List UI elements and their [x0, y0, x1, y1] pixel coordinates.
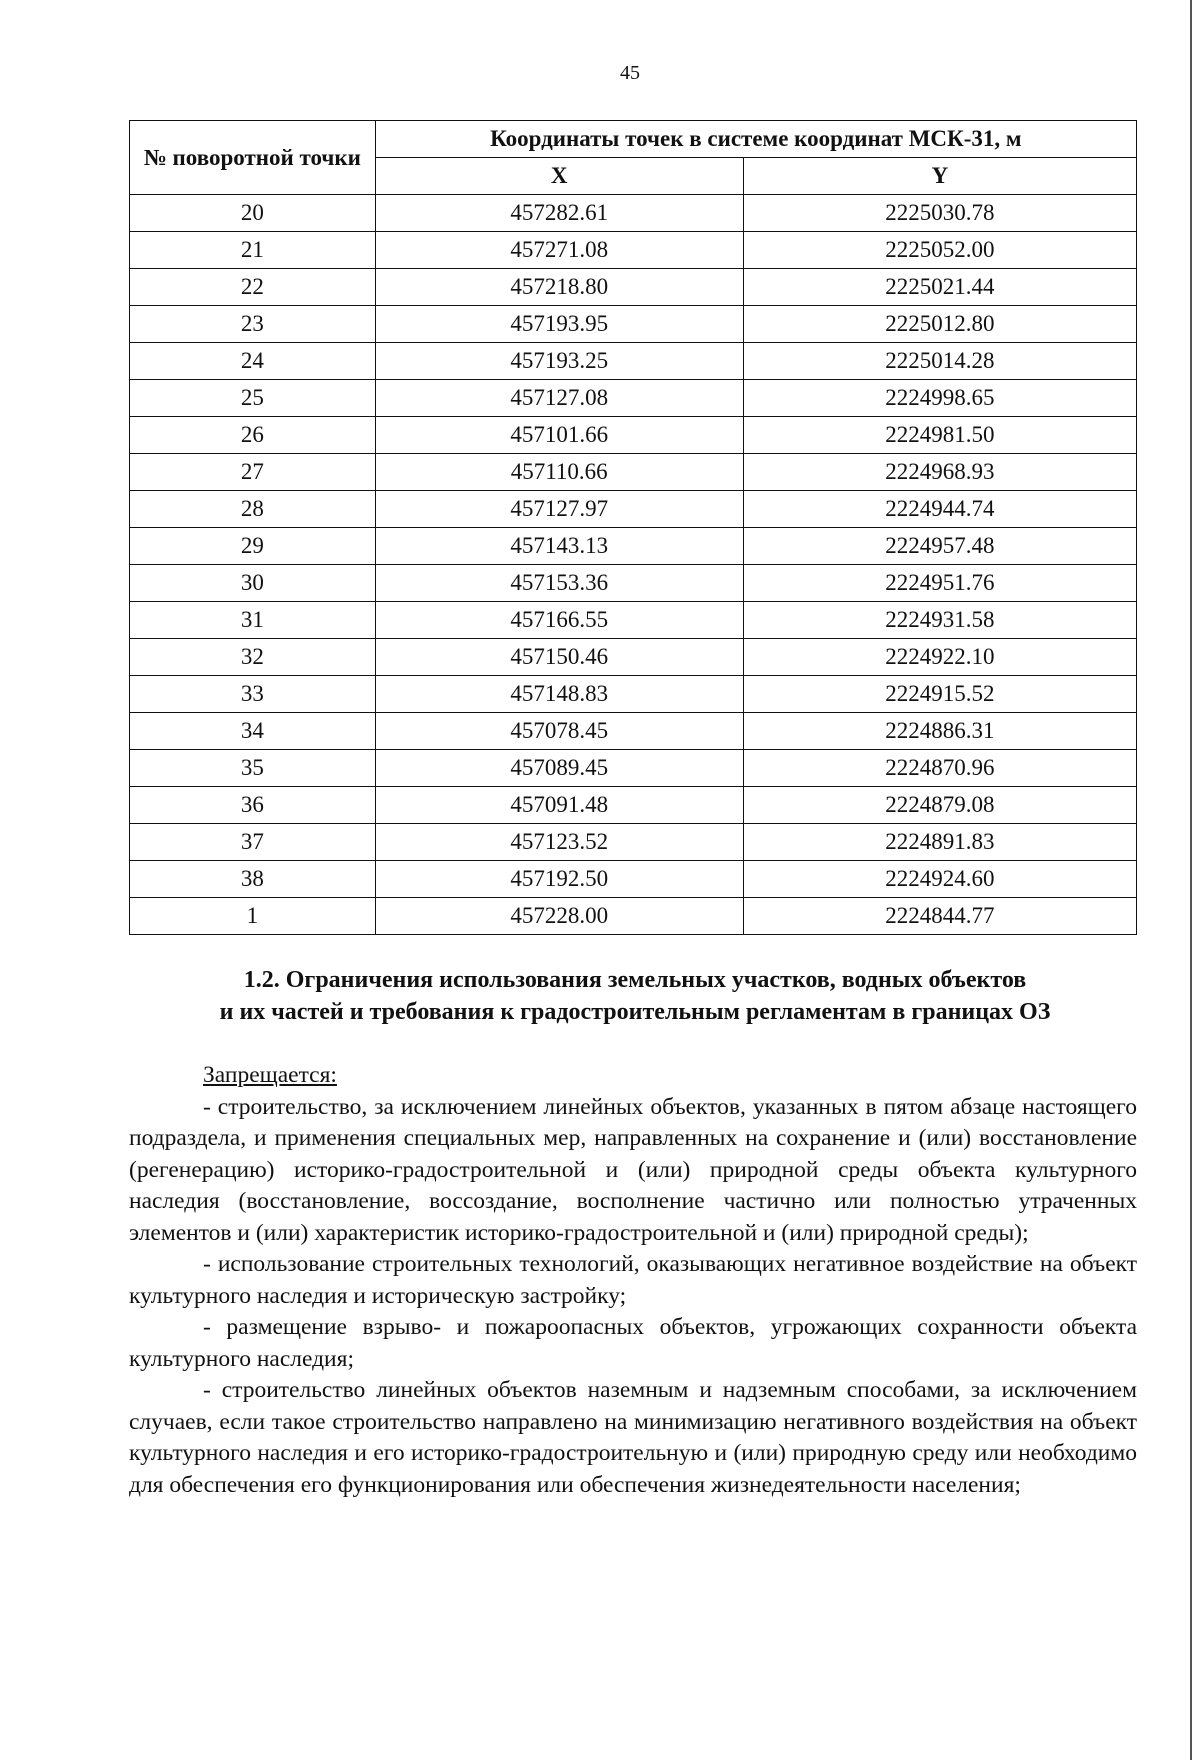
page-number: 45 — [620, 62, 640, 84]
cell-point: 1 — [130, 898, 376, 935]
cell-x: 457166.55 — [375, 602, 743, 639]
cell-x: 457143.13 — [375, 528, 743, 565]
cell-y: 2225030.78 — [743, 195, 1136, 232]
scan-edge — [1190, 0, 1192, 1760]
cell-y: 2224886.31 — [743, 713, 1136, 750]
cell-y: 2224951.76 — [743, 565, 1136, 602]
cell-x: 457123.52 — [375, 824, 743, 861]
cell-y: 2225021.44 — [743, 269, 1136, 306]
prohibition-item-4: - строительство линейных объектов наземным и надземным способами, за исключением случаев, если такое строительство направлено на минимизацию негативного воздействия на объект культурного наследия и его историко-градостроительную и (или) природную среду или необходимо для обеспечения его функционирования или обеспечения жизнедеятельности населения; — [129, 1377, 1137, 1498]
cell-point: 23 — [130, 306, 376, 343]
table-row — [130, 861, 1137, 898]
cell-y: 2224924.60 — [743, 861, 1136, 898]
cell-y: 2224891.83 — [743, 824, 1136, 861]
cell-y: 2224915.52 — [743, 676, 1136, 713]
table-row — [130, 713, 1137, 750]
cell-x: 457078.45 — [375, 713, 743, 750]
prohibition-item-2: - использование строительных технологий, оказывающих негативное воздействие на объект культурного наследия и историческую застройку; — [129, 1251, 1137, 1309]
cell-point: 38 — [130, 861, 376, 898]
cell-x: 457193.95 — [375, 306, 743, 343]
cell-point: 30 — [130, 565, 376, 602]
table-row — [130, 676, 1137, 713]
cell-point: 24 — [130, 343, 376, 380]
cell-point: 36 — [130, 787, 376, 824]
cell-y: 2224931.58 — [743, 602, 1136, 639]
table-row — [130, 306, 1137, 343]
cell-x: 457282.61 — [375, 195, 743, 232]
table-row — [130, 824, 1137, 861]
cell-y: 2225012.80 — [743, 306, 1136, 343]
prohibited-heading: Запрещается: — [203, 1062, 337, 1088]
coordinates-table — [129, 120, 1137, 935]
cell-point: 32 — [130, 639, 376, 676]
cell-point: 33 — [130, 676, 376, 713]
cell-x: 457153.36 — [375, 565, 743, 602]
cell-x: 457148.83 — [375, 676, 743, 713]
table-row — [130, 269, 1137, 306]
cell-x: 457271.08 — [375, 232, 743, 269]
cell-y: 2224870.96 — [743, 750, 1136, 787]
prohibition-item-1: - строительство, за исключением линейных объектов, указанных в пятом абзаце настоящего подраздела, и применения специальных мер, направленных на сохранение и (или) восстановление (регенерацию) историко-градостроительной и (или) природной среды объекта культурного наследия (восстановление, воссоздание, восполнение частично или полностью утраченных элементов и (или) характеристик историко-градостроительной и (или) природной среды); — [129, 1093, 1137, 1246]
header-x: X — [375, 158, 743, 195]
header-y: Y — [743, 158, 1136, 195]
cell-y: 2225052.00 — [743, 232, 1136, 269]
section-title — [140, 964, 1130, 1028]
body-text — [129, 1060, 1137, 1501]
cell-y: 2225014.28 — [743, 343, 1136, 380]
cell-point: 22 — [130, 269, 376, 306]
table-row — [130, 602, 1137, 639]
table-body — [130, 195, 1137, 935]
table-row — [130, 898, 1137, 935]
cell-point: 29 — [130, 528, 376, 565]
table-row — [130, 343, 1137, 380]
header-point-number: № поворотной точки — [130, 121, 376, 195]
table-row — [130, 195, 1137, 232]
cell-point: 34 — [130, 713, 376, 750]
cell-point: 25 — [130, 380, 376, 417]
cell-y: 2224957.48 — [743, 528, 1136, 565]
cell-point: 20 — [130, 195, 376, 232]
table-row — [130, 565, 1137, 602]
cell-y: 2224981.50 — [743, 417, 1136, 454]
table-row — [130, 750, 1137, 787]
cell-point: 27 — [130, 454, 376, 491]
cell-x: 457127.97 — [375, 491, 743, 528]
cell-x: 457110.66 — [375, 454, 743, 491]
cell-x: 457101.66 — [375, 417, 743, 454]
cell-point: 28 — [130, 491, 376, 528]
table-row — [130, 639, 1137, 676]
cell-y: 2224844.77 — [743, 898, 1136, 935]
cell-point: 35 — [130, 750, 376, 787]
cell-y: 2224998.65 — [743, 380, 1136, 417]
table-row — [130, 787, 1137, 824]
cell-x: 457127.08 — [375, 380, 743, 417]
table-row — [130, 454, 1137, 491]
prohibition-item-3: - размещение взрыво- и пожароопасных объектов, угрожающих сохранности объекта культурного наследия; — [129, 1314, 1137, 1372]
table-row — [130, 417, 1137, 454]
section-title-line-2: и их частей и требования к градостроительным регламентам в границах ОЗ — [219, 999, 1051, 1025]
cell-y: 2224944.74 — [743, 491, 1136, 528]
cell-x: 457150.46 — [375, 639, 743, 676]
cell-point: 37 — [130, 824, 376, 861]
cell-y: 2224922.10 — [743, 639, 1136, 676]
cell-x: 457193.25 — [375, 343, 743, 380]
cell-x: 457091.48 — [375, 787, 743, 824]
header-coordinates: Координаты точек в системе координат МСК-31, м — [375, 121, 1136, 158]
table-row — [130, 528, 1137, 565]
cell-point: 31 — [130, 602, 376, 639]
cell-point: 21 — [130, 232, 376, 269]
cell-y: 2224968.93 — [743, 454, 1136, 491]
table-row — [130, 380, 1137, 417]
cell-point: 26 — [130, 417, 376, 454]
table-row — [130, 491, 1137, 528]
cell-y: 2224879.08 — [743, 787, 1136, 824]
table-row — [130, 232, 1137, 269]
cell-x: 457228.00 — [375, 898, 743, 935]
cell-x: 457192.50 — [375, 861, 743, 898]
cell-x: 457218.80 — [375, 269, 743, 306]
cell-x: 457089.45 — [375, 750, 743, 787]
section-title-line-1: 1.2. Ограничения использования земельных участков, водных объектов — [243, 967, 1027, 993]
